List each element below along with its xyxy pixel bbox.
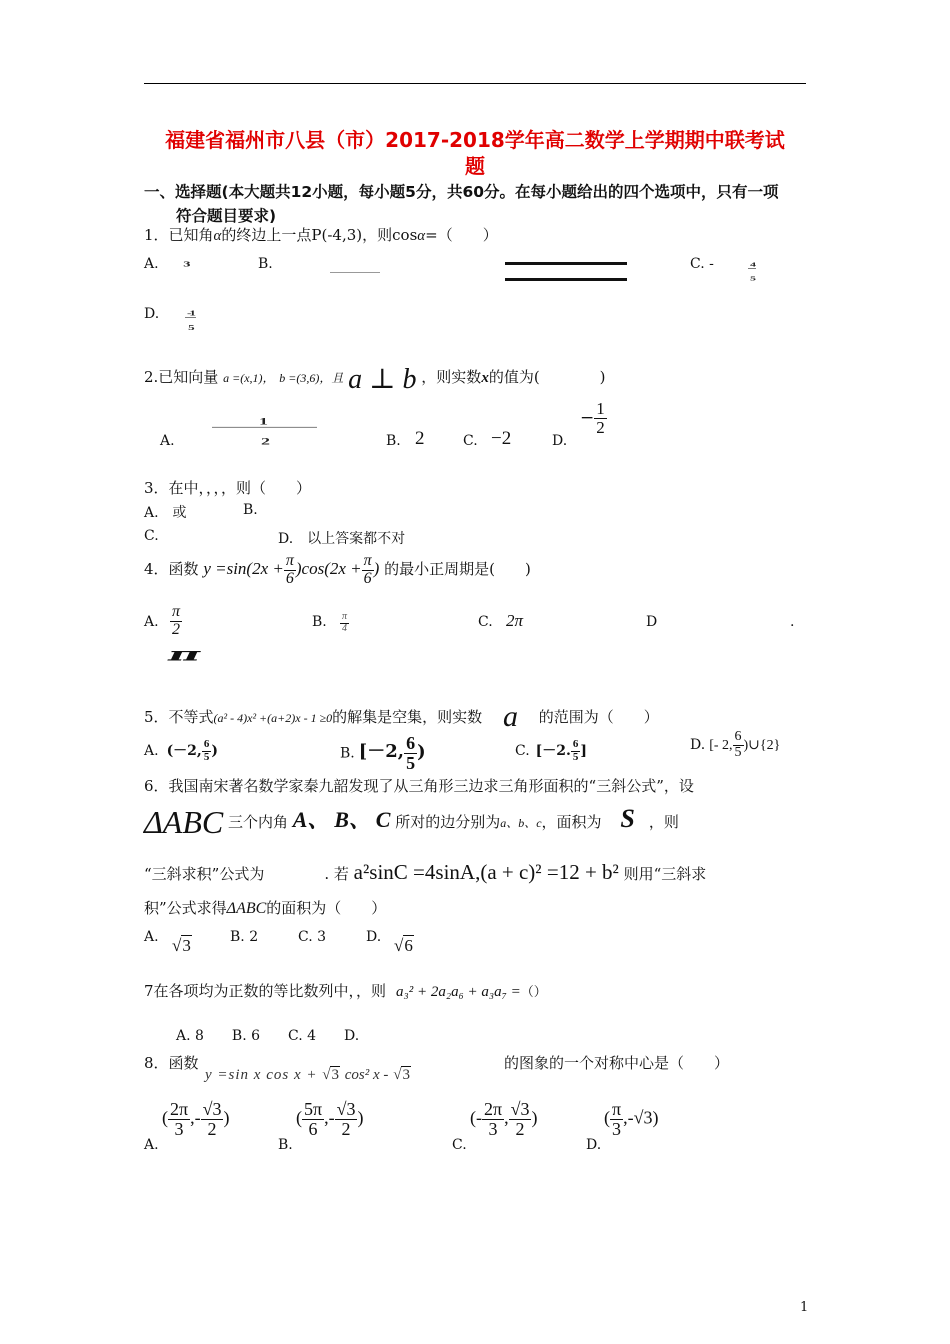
q8-option-b: B. xyxy=(278,1137,293,1153)
header-rule xyxy=(144,83,806,84)
q6-option-a: A. xyxy=(144,929,159,945)
q1-smudge-2 xyxy=(505,278,627,281)
doc-title-cont: 题 xyxy=(465,154,485,178)
q4-option-b: B. xyxy=(312,614,327,630)
q1-option-c: C. - xyxy=(690,256,714,272)
q8-option-c: C. xyxy=(452,1137,467,1153)
q8-option-b-value: ( $\frac{5\pi}{6}$ ,- $\frac{√3}{2}$ ) xyxy=(296,1099,364,1139)
question-5: 5．不等式(a² - 4)x² +(a+2)x - 1 ≥0的解集是空集，则实数 a 的范围为（ ） xyxy=(144,700,659,733)
question-2: 2.已知向量 a =(x,1)， b =(3,6)，且 a ⊥ b ，则实数x的值为( ) xyxy=(144,364,606,395)
q4-option-a-value: $\frac{\pi}{2}$ xyxy=(172,603,181,638)
q1-option-c-value: $\frac{4}{5}$ xyxy=(750,260,754,282)
question-6-line1: 6．我国南宋著名数学家秦九韶发现了从三角形三边求三角形面积的“三斜公式”，设 xyxy=(144,777,694,795)
page-number: 1 xyxy=(800,1300,809,1315)
q5-option-a: A. (－2, $\frac{6}{5}$ ) xyxy=(144,738,218,763)
q6-option-d: D. xyxy=(366,929,382,945)
q2-option-d: D. xyxy=(552,433,568,449)
q8-option-c-value: (- $\frac{2\pi}{3}$ , $\frac{√3}{2}$ ) xyxy=(470,1099,538,1139)
question-1: 1．已知角α的终边上一点P(-4,3)，则cosα=（ ） xyxy=(144,226,498,244)
q1-option-a: A. xyxy=(144,256,159,272)
section-heading: 一、选择题(本大题共12小题，每小题5分，共60分。在每小题给出的四个选项中，只有一项 xyxy=(144,183,779,201)
q8-option-a-value: ( $\frac{2\pi}{3}$ ,- $\frac{√3}{2}$ ) xyxy=(162,1099,230,1139)
q4-option-d: D xyxy=(646,614,658,630)
q4-option-d-value: π xyxy=(168,643,221,665)
q8-option-a: A. xyxy=(144,1137,159,1153)
question-7: 7在各项均为正数的等比数列中，，则 a₃² + 2a₂a₆ + a₃a₇ =（） xyxy=(144,982,547,1000)
q8-option-d: D. xyxy=(586,1137,602,1153)
q4-option-c-value: 2π xyxy=(506,611,524,630)
q3-option-c: C. xyxy=(144,528,159,544)
q4-option-a: A. xyxy=(144,614,159,630)
doc-title: 福建省福州市八县（市）2017-2018学年高二数学上学期期中联考试 xyxy=(165,128,785,152)
q3-option-a: A. 或 xyxy=(144,505,187,521)
q1-option-d: D. xyxy=(144,306,160,322)
q6-option-a-value: √3 xyxy=(172,936,191,955)
question-8: 8．函数 xyxy=(144,1054,199,1072)
question-6-line4: 积”公式求得ΔABC的面积为（ ） xyxy=(144,899,387,917)
q2-option-c: C. xyxy=(463,433,478,449)
q4-option-b-value: $\frac{\pi}{4}$ xyxy=(342,611,348,634)
q1-option-a-value: 3 xyxy=(183,260,189,269)
q6-option-b: B. 2 xyxy=(230,929,259,945)
q8-option-d-value: ( $\frac{\pi}{3}$ ,-√3) xyxy=(604,1099,659,1139)
question-6-line3: “三斜求积”公式为 . 若 a²sinC =4sinA,(a + c)² =12 + b² 则用“三斜求 xyxy=(144,860,707,884)
q2-option-b: B. xyxy=(386,433,401,449)
q6-option-c: C. 3 xyxy=(298,929,327,945)
q3-option-b: B. xyxy=(243,502,258,518)
q1-smudge xyxy=(505,262,627,265)
question-4: 4．函数 y =sin(2x + $\frac{\pi}{6}$ )cos(2x + $\frac{\pi}{6}$ ) 的最小正周期是( ) xyxy=(144,552,531,587)
question-3: 3．在中，，，，则（ ） xyxy=(144,479,312,497)
q4-option-c: C. xyxy=(478,614,493,630)
q2-option-a: A. xyxy=(160,433,175,449)
q5-option-d: D. [- 2, $\frac{6}{5}$ )∪{2} xyxy=(690,729,781,760)
q1-option-b-value xyxy=(330,272,380,273)
q2-option-b-value: 2 xyxy=(415,428,425,449)
q3-option-d: D. 以上答案都不对 xyxy=(278,531,406,547)
q2-option-d-value: − $\frac{1}{2}$ xyxy=(580,399,605,437)
q7-options: A. 8 B. 6 C. 4 D. xyxy=(176,1028,360,1044)
section-heading-cont: 符合题目要求) xyxy=(176,207,277,225)
q2-option-a-value: $\frac{1}{2}$ xyxy=(212,412,317,451)
question-8-tail: 的图象的一个对称中心是（ ） xyxy=(504,1054,730,1072)
q8-function: y =sin x cos x + √3 cos² x - √3 xyxy=(205,1067,410,1083)
q5-option-c: C. [－2. $\frac{6}{5}$ ] xyxy=(515,738,588,763)
q5-option-b: B. [－2, $\frac{6}{5}$ ) xyxy=(340,733,426,773)
q6-option-d-value: √6 xyxy=(394,936,413,955)
q1-option-d-value: $\frac{-1}{5}$ xyxy=(187,308,194,332)
q4-option-d-dot: . xyxy=(790,614,795,630)
q1-option-b: B. xyxy=(258,256,273,272)
q2-option-c-value: −2 xyxy=(491,428,512,449)
question-6-line2: ΔABC 三个内角 A、 B、 C 所对的边分别为a、b、c，面积为 S ，则 xyxy=(144,804,679,840)
